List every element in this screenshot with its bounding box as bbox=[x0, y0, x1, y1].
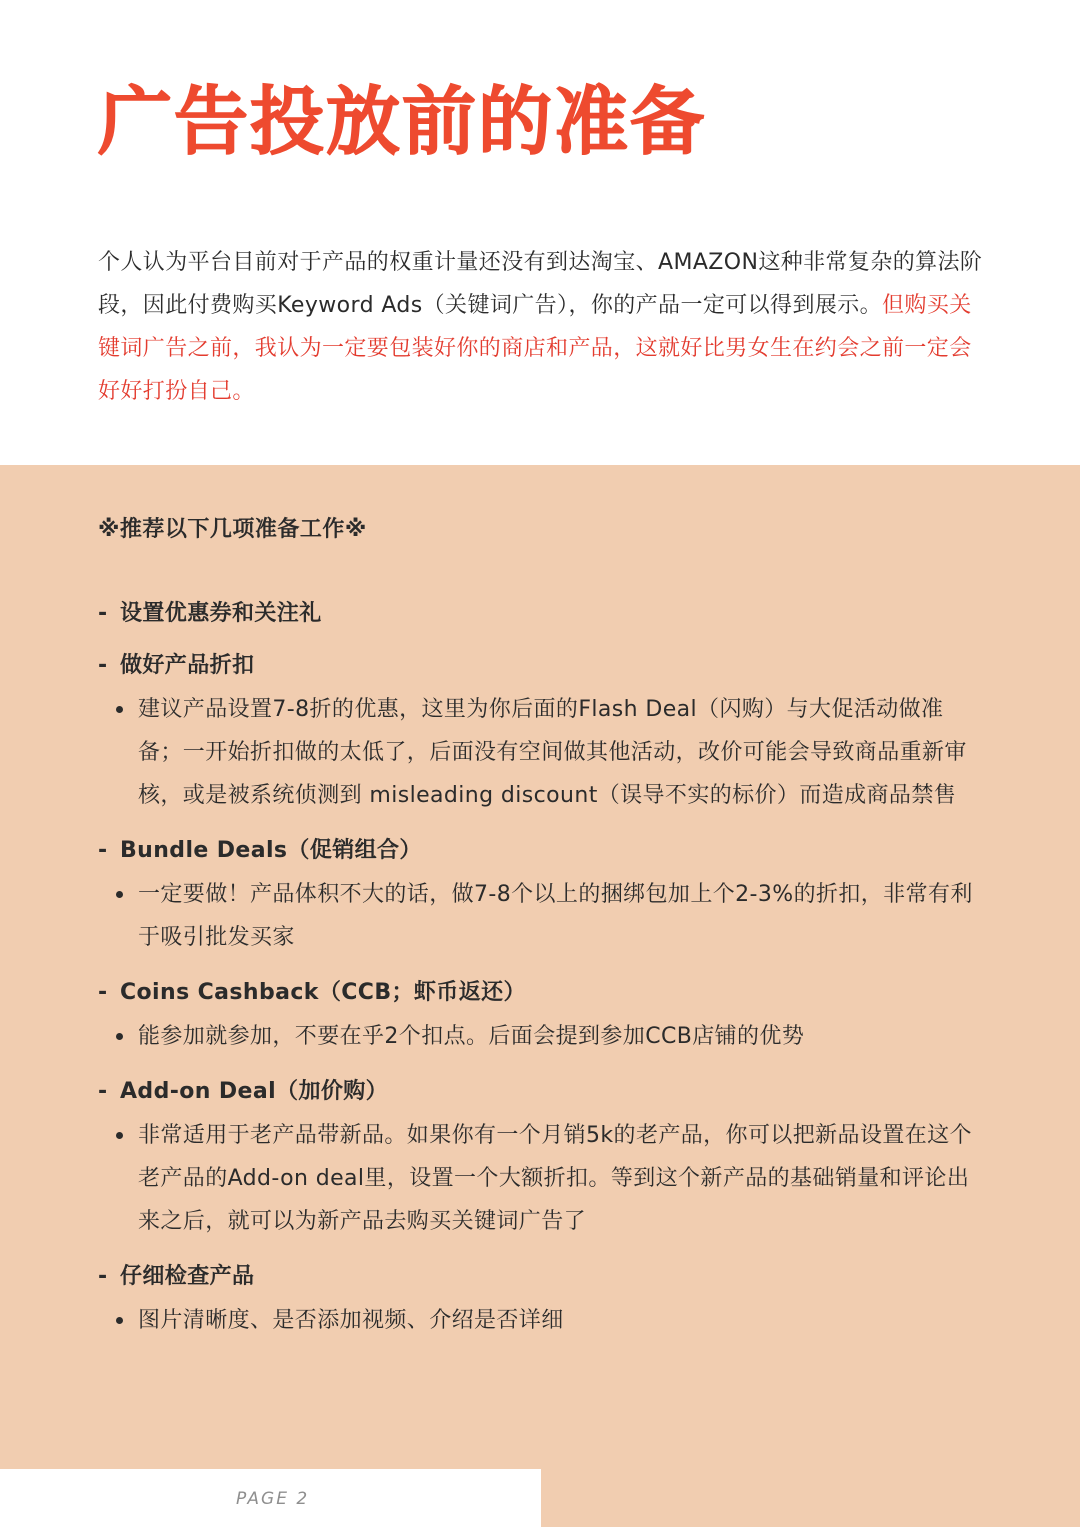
section-add-on-deal bbox=[98, 1074, 978, 1243]
list-item: 非常适用于老产品带新品。如果你有一个月销5k的老产品，你可以把新品设置在这个老产品的Add-on deal里，设置一个大额折扣。等到这个新产品的基础销量和评论出来之后，就可以为新产品去购买关键词广告了 bbox=[98, 1114, 978, 1243]
bullet-list bbox=[98, 1015, 978, 1058]
section-coupons bbox=[98, 596, 978, 632]
bullet-list bbox=[98, 873, 978, 959]
bullet-dot-icon bbox=[116, 1317, 123, 1324]
section-title: - Coins Cashback（CCB；虾币返还） bbox=[98, 980, 526, 1005]
list-item: 能参加就参加，不要在乎2个扣点。后面会提到参加CCB店铺的优势 bbox=[98, 1015, 978, 1058]
list-item: 一定要做！产品体积不大的话，做7-8个以上的捆绑包加上个2-3%的折扣，非常有利于吸引批发买家 bbox=[98, 873, 978, 959]
page-title: 广告投放前的准备 bbox=[98, 79, 706, 165]
list-item: 建议产品设置7-8折的优惠，这里为你后面的Flash Deal（闪购）与大促活动做准备；一开始折扣做的太低了，后面没有空间做其他活动，改价可能会导致商品重新审核，或是被系统侦测到 misleading discount（误导不实的标价）而造成商品禁售 bbox=[98, 688, 978, 817]
header-area bbox=[0, 0, 1080, 465]
intro-text: 个人认为平台目前对于产品的权重计量还没有到达淘宝、AMAZON这种非常复杂的算法阶段，因此付费购买Keyword Ads（关键词广告），你的产品一定可以得到展示。 bbox=[98, 250, 983, 318]
intro-highlight: 但购买关键词广告之前，我认为一定要包装好你的商店和产品，这就好比男女生在约会之前一定会好好打扮自己。 bbox=[98, 293, 972, 404]
section-product-check bbox=[98, 1259, 978, 1342]
list-item: 图片清晰度、是否添加视频、介绍是否详细 bbox=[98, 1299, 978, 1342]
bullet-list bbox=[98, 1299, 978, 1342]
section-title: - 仔细检查产品 bbox=[98, 1264, 255, 1289]
section-discount bbox=[98, 648, 978, 817]
section-title: - Bundle Deals（促销组合） bbox=[98, 838, 422, 863]
intro-paragraph bbox=[98, 241, 983, 413]
section-title: - 做好产品折扣 bbox=[98, 653, 255, 678]
bullet-list bbox=[98, 688, 978, 817]
panel-heading: ※推荐以下几项准备工作※ bbox=[98, 517, 367, 542]
bullet-dot-icon bbox=[116, 1132, 123, 1139]
section-bundle-deals bbox=[98, 833, 978, 959]
bullet-dot-icon bbox=[116, 1033, 123, 1040]
preparation-list bbox=[98, 596, 978, 1358]
section-coins-cashback bbox=[98, 975, 978, 1058]
bullet-list bbox=[98, 1114, 978, 1243]
bullet-dot-icon bbox=[116, 706, 123, 713]
section-title: - 设置优惠券和关注礼 bbox=[98, 601, 322, 626]
section-title: - Add-on Deal（加价购） bbox=[98, 1079, 389, 1104]
bullet-dot-icon bbox=[116, 891, 123, 898]
page-number: PAGE 2 bbox=[236, 1489, 310, 1509]
